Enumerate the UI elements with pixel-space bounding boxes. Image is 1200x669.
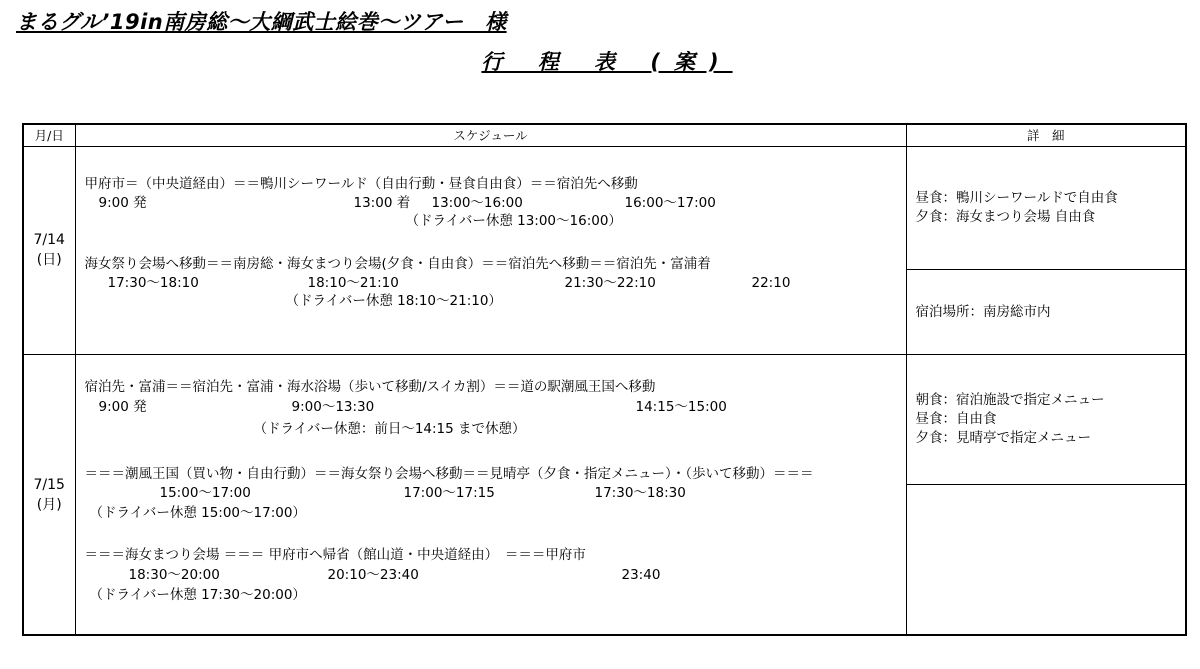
day2-time-1: 9:00 発 [98, 399, 147, 416]
day2-time-8: 20:10～23:40 [327, 567, 419, 584]
day1-detail-line-1: 昼食：鴨川シーワールドで自由食 [915, 189, 1118, 206]
day1-time-5: 17:30～18:10 [107, 274, 199, 291]
day1-date: 7/14 [33, 232, 65, 249]
day2-time-6: 17:30～18:30 [594, 485, 686, 502]
day1-lodging-text: 宿泊場所：南房総市内 [915, 303, 1051, 320]
day2-driver-break-2: （ドライバー休憩 15:00～17:00） [89, 505, 306, 522]
day2-driver-break-3: （ドライバー休憩 17:30～20:00） [89, 587, 306, 604]
day1-time-7: 21:30～22:10 [564, 274, 656, 291]
day2-detail-line-1: 朝食：宿泊施設で指定メニュー [915, 391, 1105, 408]
itinerary-table [22, 123, 1187, 636]
day1-route-2: 海女祭り会場へ移動＝＝南房総・海女まつり会場(夕食・自由食）＝＝宿泊先へ移動＝＝宿泊先・富浦着 [84, 255, 711, 272]
day1-time-8: 22:10 [751, 274, 791, 291]
day2-date-cell [23, 355, 75, 635]
detail-column-header: 詳 細 [906, 124, 1186, 146]
day1-detail-line-2: 夕食：海女まつり会場 自由食 [915, 208, 1096, 225]
day2-time-9: 23:40 [621, 567, 661, 584]
document-subtitle: 行 程 表 (案) [481, 50, 733, 74]
day1-route-1: 甲府市＝（中央道経由）＝＝鴨川シーワールド（自由行動・昼食自由食）＝＝宿泊先へ移動 [84, 175, 638, 192]
day1-detail-lodging [906, 270, 1186, 355]
day1-time-2: 13:00 着 [353, 194, 411, 211]
day1-row-top [23, 146, 1186, 269]
day2-weekday: (月) [36, 496, 62, 513]
day1-detail-meals [906, 146, 1186, 269]
day2-detail-line-3: 夕食：見晴亭で指定メニュー [915, 429, 1091, 446]
schedule-column-header: スケジュール [75, 124, 906, 146]
day2-time-3: 14:15～15:00 [635, 399, 727, 416]
day2-detail-line-2: 昼食：自由食 [915, 410, 997, 427]
day2-detail-empty [906, 484, 1186, 635]
day1-time-6: 18:10～21:10 [307, 274, 399, 291]
date-column-header: 月/日 [23, 124, 75, 146]
day1-time-1: 9:00 発 [98, 194, 147, 211]
document-title: まるグル’19in南房総～大綱武士絵巻～ツアー 様 [16, 10, 507, 34]
day2-route-2: ＝＝＝潮風王国（買い物・自由行動）＝＝海女祭り会場へ移動＝＝見晴亭（夕食・指定メニュー）・（歩いて移動）＝＝＝ [84, 466, 814, 483]
day2-time-2: 9:00～13:30 [291, 399, 375, 416]
day1-time-3: 13:00～16:00 [431, 194, 523, 211]
day2-time-4: 15:00～17:00 [159, 485, 251, 502]
day1-weekday: (日) [36, 252, 62, 269]
day1-driver-break-2: （ドライバー休憩 18:10～21:10） [285, 292, 502, 309]
day2-time-7: 18:30～20:00 [128, 567, 220, 584]
day1-schedule-cell [75, 146, 906, 354]
day2-time-5: 17:00～17:15 [403, 485, 495, 502]
day1-time-4: 16:00～17:00 [624, 194, 716, 211]
day2-route-3: ＝＝＝海女まつり会場 ＝＝＝ 甲府市へ帰省（館山道・中央道経由） ＝＝＝甲府市 [84, 547, 586, 564]
table-header-row [23, 124, 1186, 146]
day2-date: 7/15 [33, 476, 65, 493]
day2-detail-meals [906, 355, 1186, 485]
day1-date-cell [23, 146, 75, 354]
day1-driver-break-1: （ドライバー休憩 13:00～16:00） [405, 212, 622, 229]
day2-route-1: 宿泊先・富浦＝＝宿泊先・富浦・海水浴場（歩いて移動/スイカ割）＝＝道の駅潮風王国へ移動 [84, 379, 656, 396]
day2-row-top [23, 355, 1186, 485]
day2-schedule-cell [75, 355, 906, 635]
day2-driver-break-1: （ドライバー休憩：前日～14:15 まで休憩） [253, 421, 526, 438]
